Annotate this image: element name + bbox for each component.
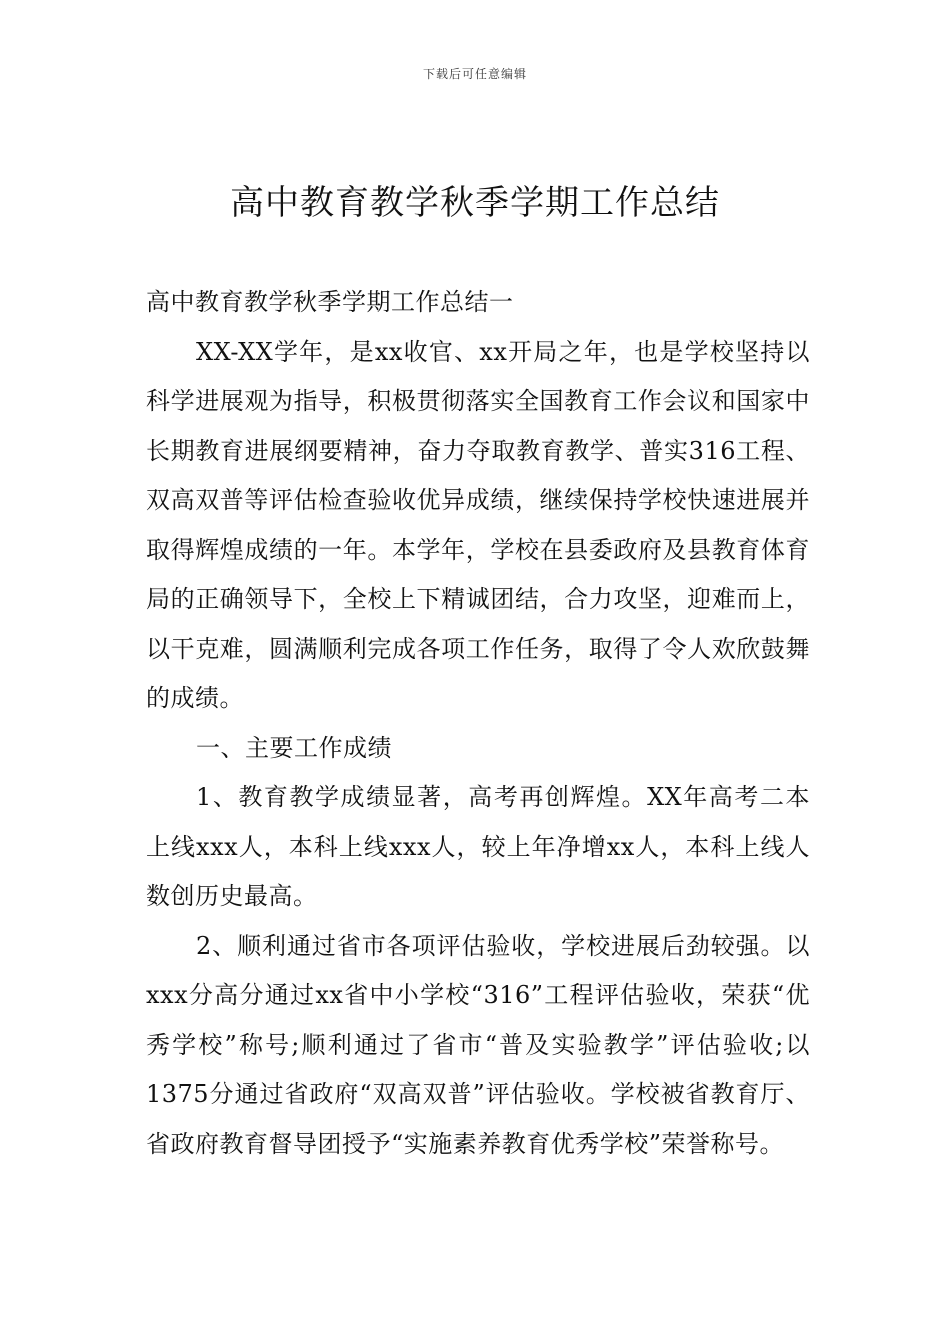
document-body <box>146 278 810 1169</box>
subsection-heading: 一、主要工作成绩 <box>196 733 392 762</box>
header-note: 下载后可任意编辑 <box>422 67 527 81</box>
body-paragraph: 1、教育教学成绩显著，高考再创辉煌。XX年高考二本上线xxx人，本科上线xxx人，较上年净增xx人，本科上线人数创历史最高。 <box>146 783 810 910</box>
body-paragraph: XX-XX学年，是xx收官、xx开局之年，也是学校坚持以科学进展观为指导，积极贯彻落实全国教育工作会议和国家中长期教育进展纲要精神，奋力夺取教育教学、普实316工程、双高双普等评估检查验收优异成绩，继续保持学校快速进展并取得辉煌成绩的一年。本学年，学校在县委政府及县教育体育局的正确领导下，全校上下精诚团结，合力攻坚，迎难而上，以干克难，圆满顺利完成各项工作任务，取得了令人欢欣鼓舞的成绩。 <box>146 337 810 712</box>
body-paragraph: 2、顺利通过省市各项评估验收，学校进展后劲较强。以xxx分高分通过xx省中小学校“316”工程评估验收，荣获“优秀学校”称号;顺利通过了省市“普及实验教学”评估验收;以1375分通过省政府“双高双普”评估验收。学校被省教育厅、省政府教育督导团授予“实施素养教育优秀学校”荣誉称号。 <box>146 931 810 1158</box>
section-heading: 高中教育教学秋季学期工作总结一 <box>146 288 514 316</box>
document-title: 高中教育教学秋季学期工作总结 <box>230 183 720 223</box>
